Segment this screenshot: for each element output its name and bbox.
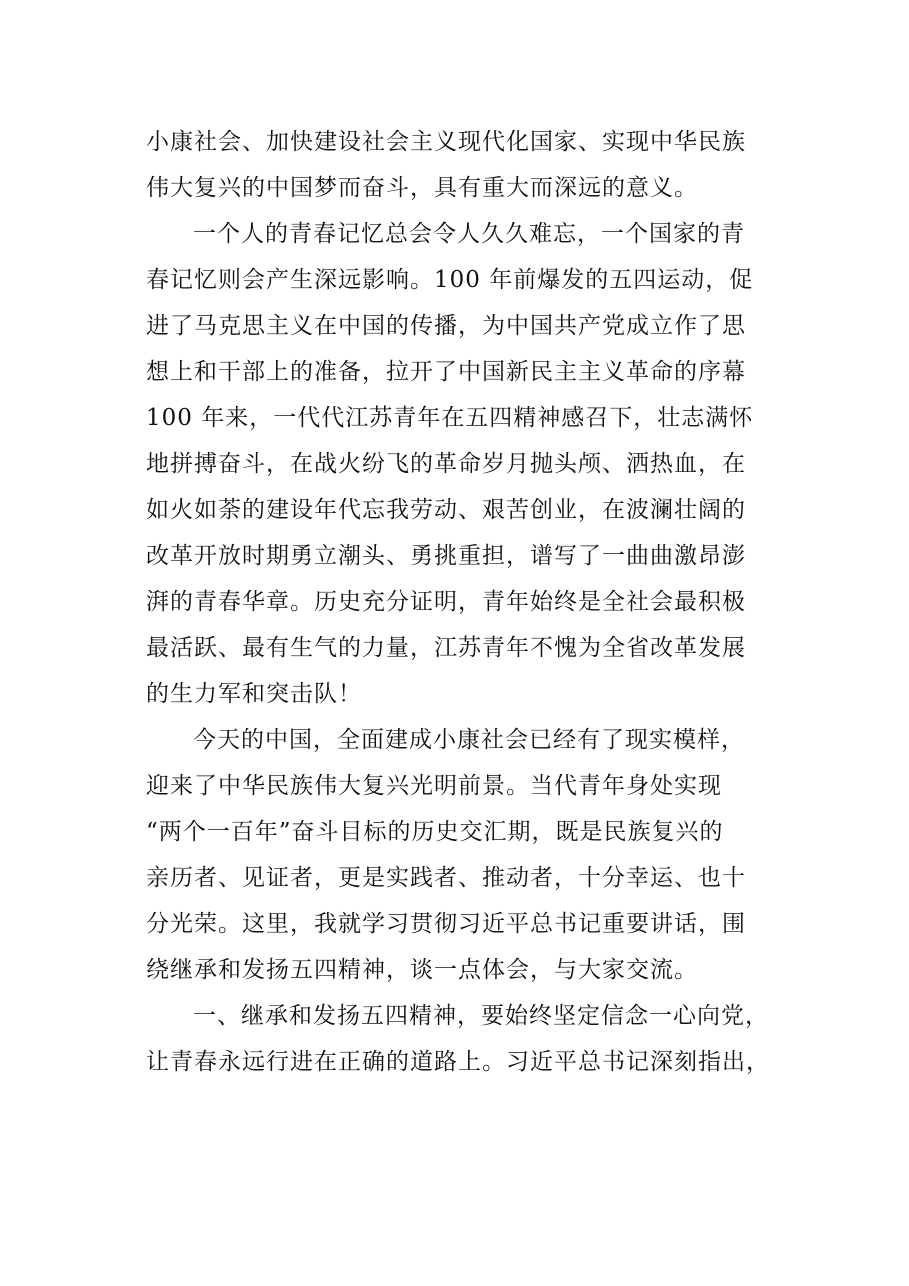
text-line: 最活跃、最有生气的力量，江苏青年不愧为全省改革发展 <box>146 635 746 661</box>
text-line: 的生力军和突击队！ <box>146 681 362 707</box>
paragraph-start-line: 一、继承和发扬五四精神，要始终坚定信念一心向党， <box>193 1003 769 1029</box>
text-line: 让青春永远行进在正确的道路上。习近平总书记深刻指出， <box>146 1049 770 1075</box>
paragraph-start-line: 一个人的青春记忆总会令人久久难忘，一个国家的青 <box>193 221 745 247</box>
text-line: 改革开放时期勇立潮头、勇挑重担，谱写了一曲曲激昂澎 <box>146 543 746 569</box>
text-line: 分光荣。这里，我就学习贯彻习近平总书记重要讲话，围 <box>146 911 746 937</box>
text-line: 春记忆则会产生深远影响。100 年前爆发的五四运动，促 <box>146 267 754 293</box>
paragraph-start-line: 今天的中国，全面建成小康社会已经有了现实模样， <box>193 727 745 753</box>
text-line: 亲历者、见证者，更是实践者、推动者，十分幸运、也十 <box>146 865 746 891</box>
text-line: 迎来了中华民族伟大复兴光明前景。当代青年身处实现 <box>146 773 722 799</box>
text-line: 湃的青春华章。历史充分证明，青年始终是全社会最积极 <box>146 589 746 615</box>
text-line: “两个一百年”奋斗目标的历史交汇期，既是民族复兴的 <box>146 819 724 845</box>
text-line: 想上和干部上的准备，拉开了中国新民主主义革命的序幕 <box>146 359 746 385</box>
text-line: 100 年来，一代代江苏青年在五四精神感召下，壮志满怀 <box>146 405 754 431</box>
text-line: 伟大复兴的中国梦而奋斗，具有重大而深远的意义。 <box>146 175 698 201</box>
text-line: 进了马克思主义在中国的传播，为中国共产党成立作了思 <box>146 313 746 339</box>
text-line: 如火如荼的建设年代忘我劳动、艰苦创业，在波澜壮阔的 <box>146 497 746 523</box>
text-line: 绕继承和发扬五四精神，谈一点体会，与大家交流。 <box>146 957 698 983</box>
text-line: 地拼搏奋斗，在战火纷飞的革命岁月抛头颅、洒热血，在 <box>146 451 746 477</box>
text-line: 小康社会、加快建设社会主义现代化国家、实现中华民族 <box>146 129 746 155</box>
